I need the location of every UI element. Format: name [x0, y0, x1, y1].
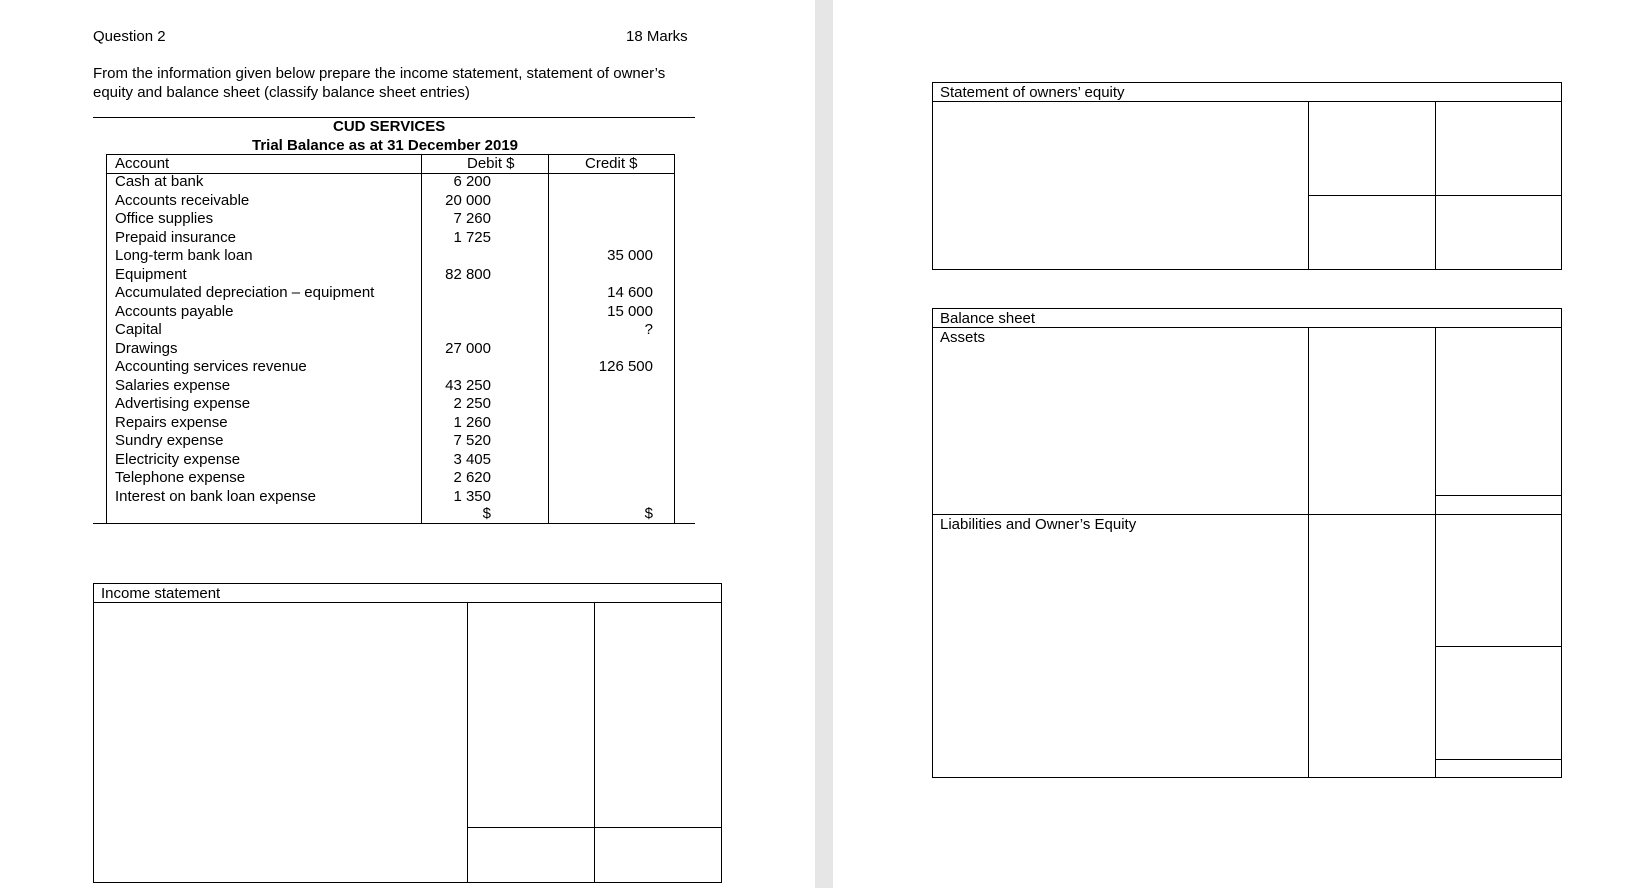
account-cell: Interest on bank loan expense: [115, 487, 316, 505]
account-cell: Telephone expense: [115, 469, 246, 486]
account-cell: Long-term bank loan: [115, 247, 253, 264]
account-cell: Electricity expense: [115, 450, 241, 468]
account-cell: Drawings: [115, 339, 178, 357]
instructions-line-1: From the information given below prepare the income statement, statement of owner’s: [93, 65, 666, 82]
owners-equity-col-1: [1308, 101, 1309, 270]
table-row: [107, 321, 674, 340]
debit-cell: 7 520: [453, 432, 491, 449]
table-row: [107, 488, 674, 507]
account-cell: Salaries expense: [115, 376, 231, 394]
account-cell: Equipment: [115, 265, 187, 283]
owners-equity-subtotal-line: [1308, 195, 1562, 196]
balance-sheet-title: Balance sheet: [940, 310, 1036, 327]
assets-total-line: [1435, 495, 1562, 496]
table-row: [107, 340, 674, 359]
owners-equity-frame: [932, 82, 1562, 270]
table-row: [107, 451, 674, 470]
debit-cell: 2 250: [453, 395, 491, 412]
debit-cell: 1 260: [453, 413, 491, 431]
debit-cell: 27 000: [445, 339, 491, 357]
balance-sheet-frame: [932, 308, 1562, 778]
debit-cell: 2 620: [453, 469, 491, 486]
account-cell: Sundry expense: [115, 432, 224, 449]
income-statement-total-line: [467, 827, 722, 828]
account-cell: Advertising expense: [115, 395, 251, 412]
instructions-line-2: equity and balance sheet (classify balance sheet entries): [93, 84, 470, 101]
trial-balance-table: [106, 154, 675, 524]
account-cell: Accounts payable: [115, 302, 234, 320]
income-statement-col-1: [467, 602, 468, 883]
debit-cell: 20 000: [445, 191, 491, 209]
table-row: [107, 395, 674, 414]
trial-balance-bottom-rule: [93, 523, 695, 524]
table-row: [107, 210, 674, 229]
credit-cell: 14 600: [607, 284, 653, 301]
table-row: [107, 247, 674, 266]
account-cell: Capital: [115, 321, 162, 338]
balance-sheet-title-divider: [932, 327, 1562, 328]
header-credit: Credit $: [585, 155, 638, 172]
debit-cell: 3 405: [453, 450, 491, 468]
balance-sheet-col-1: [1308, 327, 1309, 778]
total-debit: $: [482, 505, 491, 522]
account-cell: Repairs expense: [115, 413, 228, 431]
account-cell: Accumulated depreciation – equipment: [115, 284, 375, 301]
table-row: [107, 358, 674, 377]
table-row: [107, 266, 674, 285]
account-cell: Cash at bank: [115, 173, 204, 190]
table-row: [107, 432, 674, 451]
owners-equity-title-divider: [932, 101, 1562, 102]
table-row: [107, 192, 674, 211]
debit-cell: 1 725: [453, 228, 491, 246]
left-page: [0, 0, 815, 888]
credit-cell: 126 500: [598, 358, 653, 375]
owners-equity-col-2: [1435, 101, 1436, 270]
debit-cell: 43 250: [445, 376, 491, 394]
table-row: [107, 229, 674, 248]
owners-equity-title: Statement of owners’ equity: [940, 84, 1125, 101]
income-statement-frame: [93, 583, 722, 883]
debit-cell: 7 260: [453, 210, 491, 227]
debit-cell: 1 350: [453, 487, 491, 505]
assets-liabilities-divider: [932, 514, 1562, 515]
credit-cell: ?: [644, 321, 653, 338]
income-statement-col-2: [594, 602, 595, 883]
table-row: [107, 469, 674, 488]
assets-label: Assets: [940, 329, 986, 346]
balance-sheet-col-2: [1435, 327, 1436, 778]
debit-cell: 82 800: [445, 265, 491, 283]
table-row: [107, 303, 674, 322]
debit-cell: 6 200: [453, 173, 491, 190]
credit-cell: 15 000: [607, 302, 653, 320]
question-marks: 18 Marks: [626, 28, 688, 45]
account-cell: Accounts receivable: [115, 191, 250, 209]
account-cell: Accounting services revenue: [115, 358, 307, 375]
income-statement-title-divider: [93, 602, 722, 603]
table-row: [107, 377, 674, 396]
header-account: Account: [115, 155, 170, 172]
total-credit: $: [644, 505, 653, 522]
company-name: CUD SERVICES: [333, 118, 446, 135]
right-page: [833, 0, 1640, 888]
liabilities-equity-label: Liabilities and Owner’s Equity: [940, 516, 1137, 533]
table-row: [107, 414, 674, 433]
income-statement-title: Income statement: [101, 585, 221, 602]
page-gutter: [815, 0, 833, 888]
trial-balance-subtitle: Trial Balance as at 31 December 2019: [252, 137, 519, 154]
table-row: [107, 173, 674, 192]
question-title: Question 2: [93, 28, 166, 45]
account-cell: Prepaid insurance: [115, 228, 236, 246]
account-cell: Office supplies: [115, 210, 214, 227]
table-row: [107, 284, 674, 303]
liabilities-equity-total-line: [1435, 759, 1562, 760]
totals-row: [107, 505, 674, 524]
credit-cell: 35 000: [607, 247, 653, 264]
header-debit: Debit $: [467, 155, 515, 172]
liabilities-subtotal-line: [1435, 646, 1562, 647]
